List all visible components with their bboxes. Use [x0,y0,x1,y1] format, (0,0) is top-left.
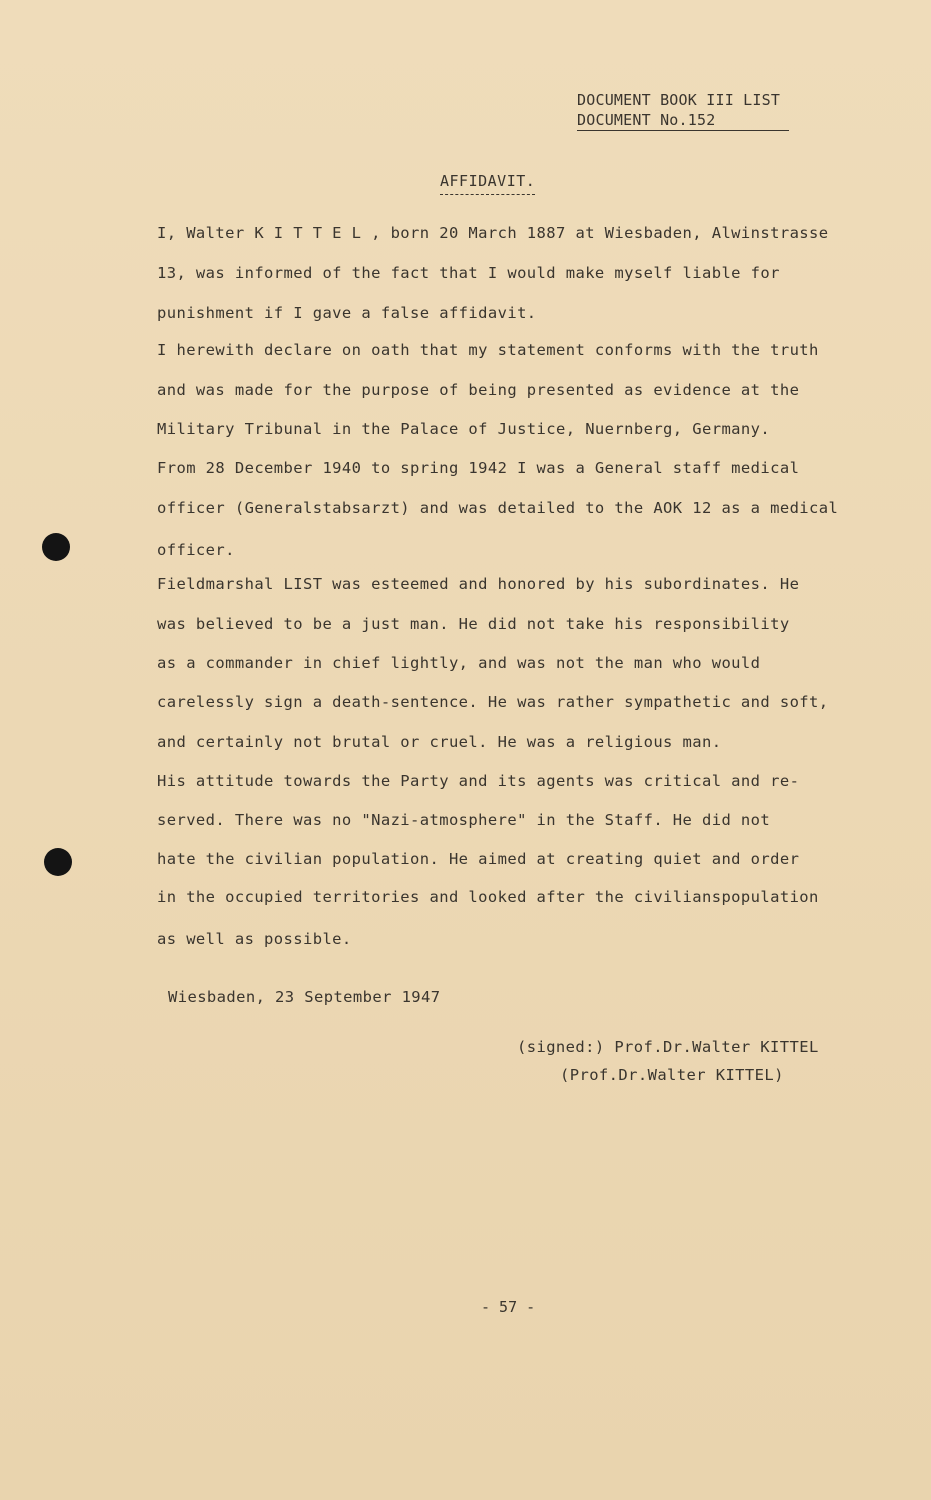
body-line: as well as possible. [157,930,352,948]
body-line: officer. [157,541,235,559]
document-number-label: DOCUMENT No.152 [577,110,789,131]
document-header [577,90,789,131]
body-line: Fieldmarshal LIST was esteemed and honored by his subordinates. He [157,575,800,593]
signature-signed: (signed:) Prof.Dr.Walter KITTEL [517,1038,819,1056]
body-line: punishment if I gave a false affidavit. [157,304,537,322]
affidavit-title: AFFIDAVIT. [440,172,535,195]
signature-typed: (Prof.Dr.Walter KITTEL) [560,1066,784,1084]
body-line: in the occupied territories and looked after the civilianspopulation [157,888,819,906]
body-line: carelessly sign a death-sentence. He was rather sympathetic and soft, [157,693,829,711]
body-line: as a commander in chief lightly, and was not the man who would [157,654,761,672]
punch-hole-top [42,533,70,561]
body-line: From 28 December 1940 to spring 1942 I was a General staff medical [157,459,800,477]
punch-hole-bottom [44,848,72,876]
body-line: served. There was no "Nazi-atmosphere" in the Staff. He did not [157,811,771,829]
body-line: and was made for the purpose of being presented as evidence at the [157,381,800,399]
body-line: I herewith declare on oath that my statement conforms with the truth [157,341,819,359]
place-date: Wiesbaden, 23 September 1947 [168,988,441,1006]
body-line: and certainly not brutal or cruel. He was a religious man. [157,733,722,751]
body-line: was believed to be a just man. He did not take his responsibility [157,615,790,633]
body-line: hate the civilian population. He aimed at creating quiet and order [157,850,800,868]
document-book-label: DOCUMENT BOOK III LIST [577,91,781,109]
body-line: officer (Generalstabsarzt) and was detailed to the AOK 12 as a medical [157,499,839,517]
body-line: His attitude towards the Party and its agents was critical and re- [157,772,800,790]
body-line: 13, was informed of the fact that I would make myself liable for [157,264,780,282]
body-line: Military Tribunal in the Palace of Justice, Nuernberg, Germany. [157,420,771,438]
page-number: - 57 - [481,1298,536,1316]
body-line: I, Walter K I T T E L , born 20 March 1887 at Wiesbaden, Alwinstrasse [157,224,829,242]
